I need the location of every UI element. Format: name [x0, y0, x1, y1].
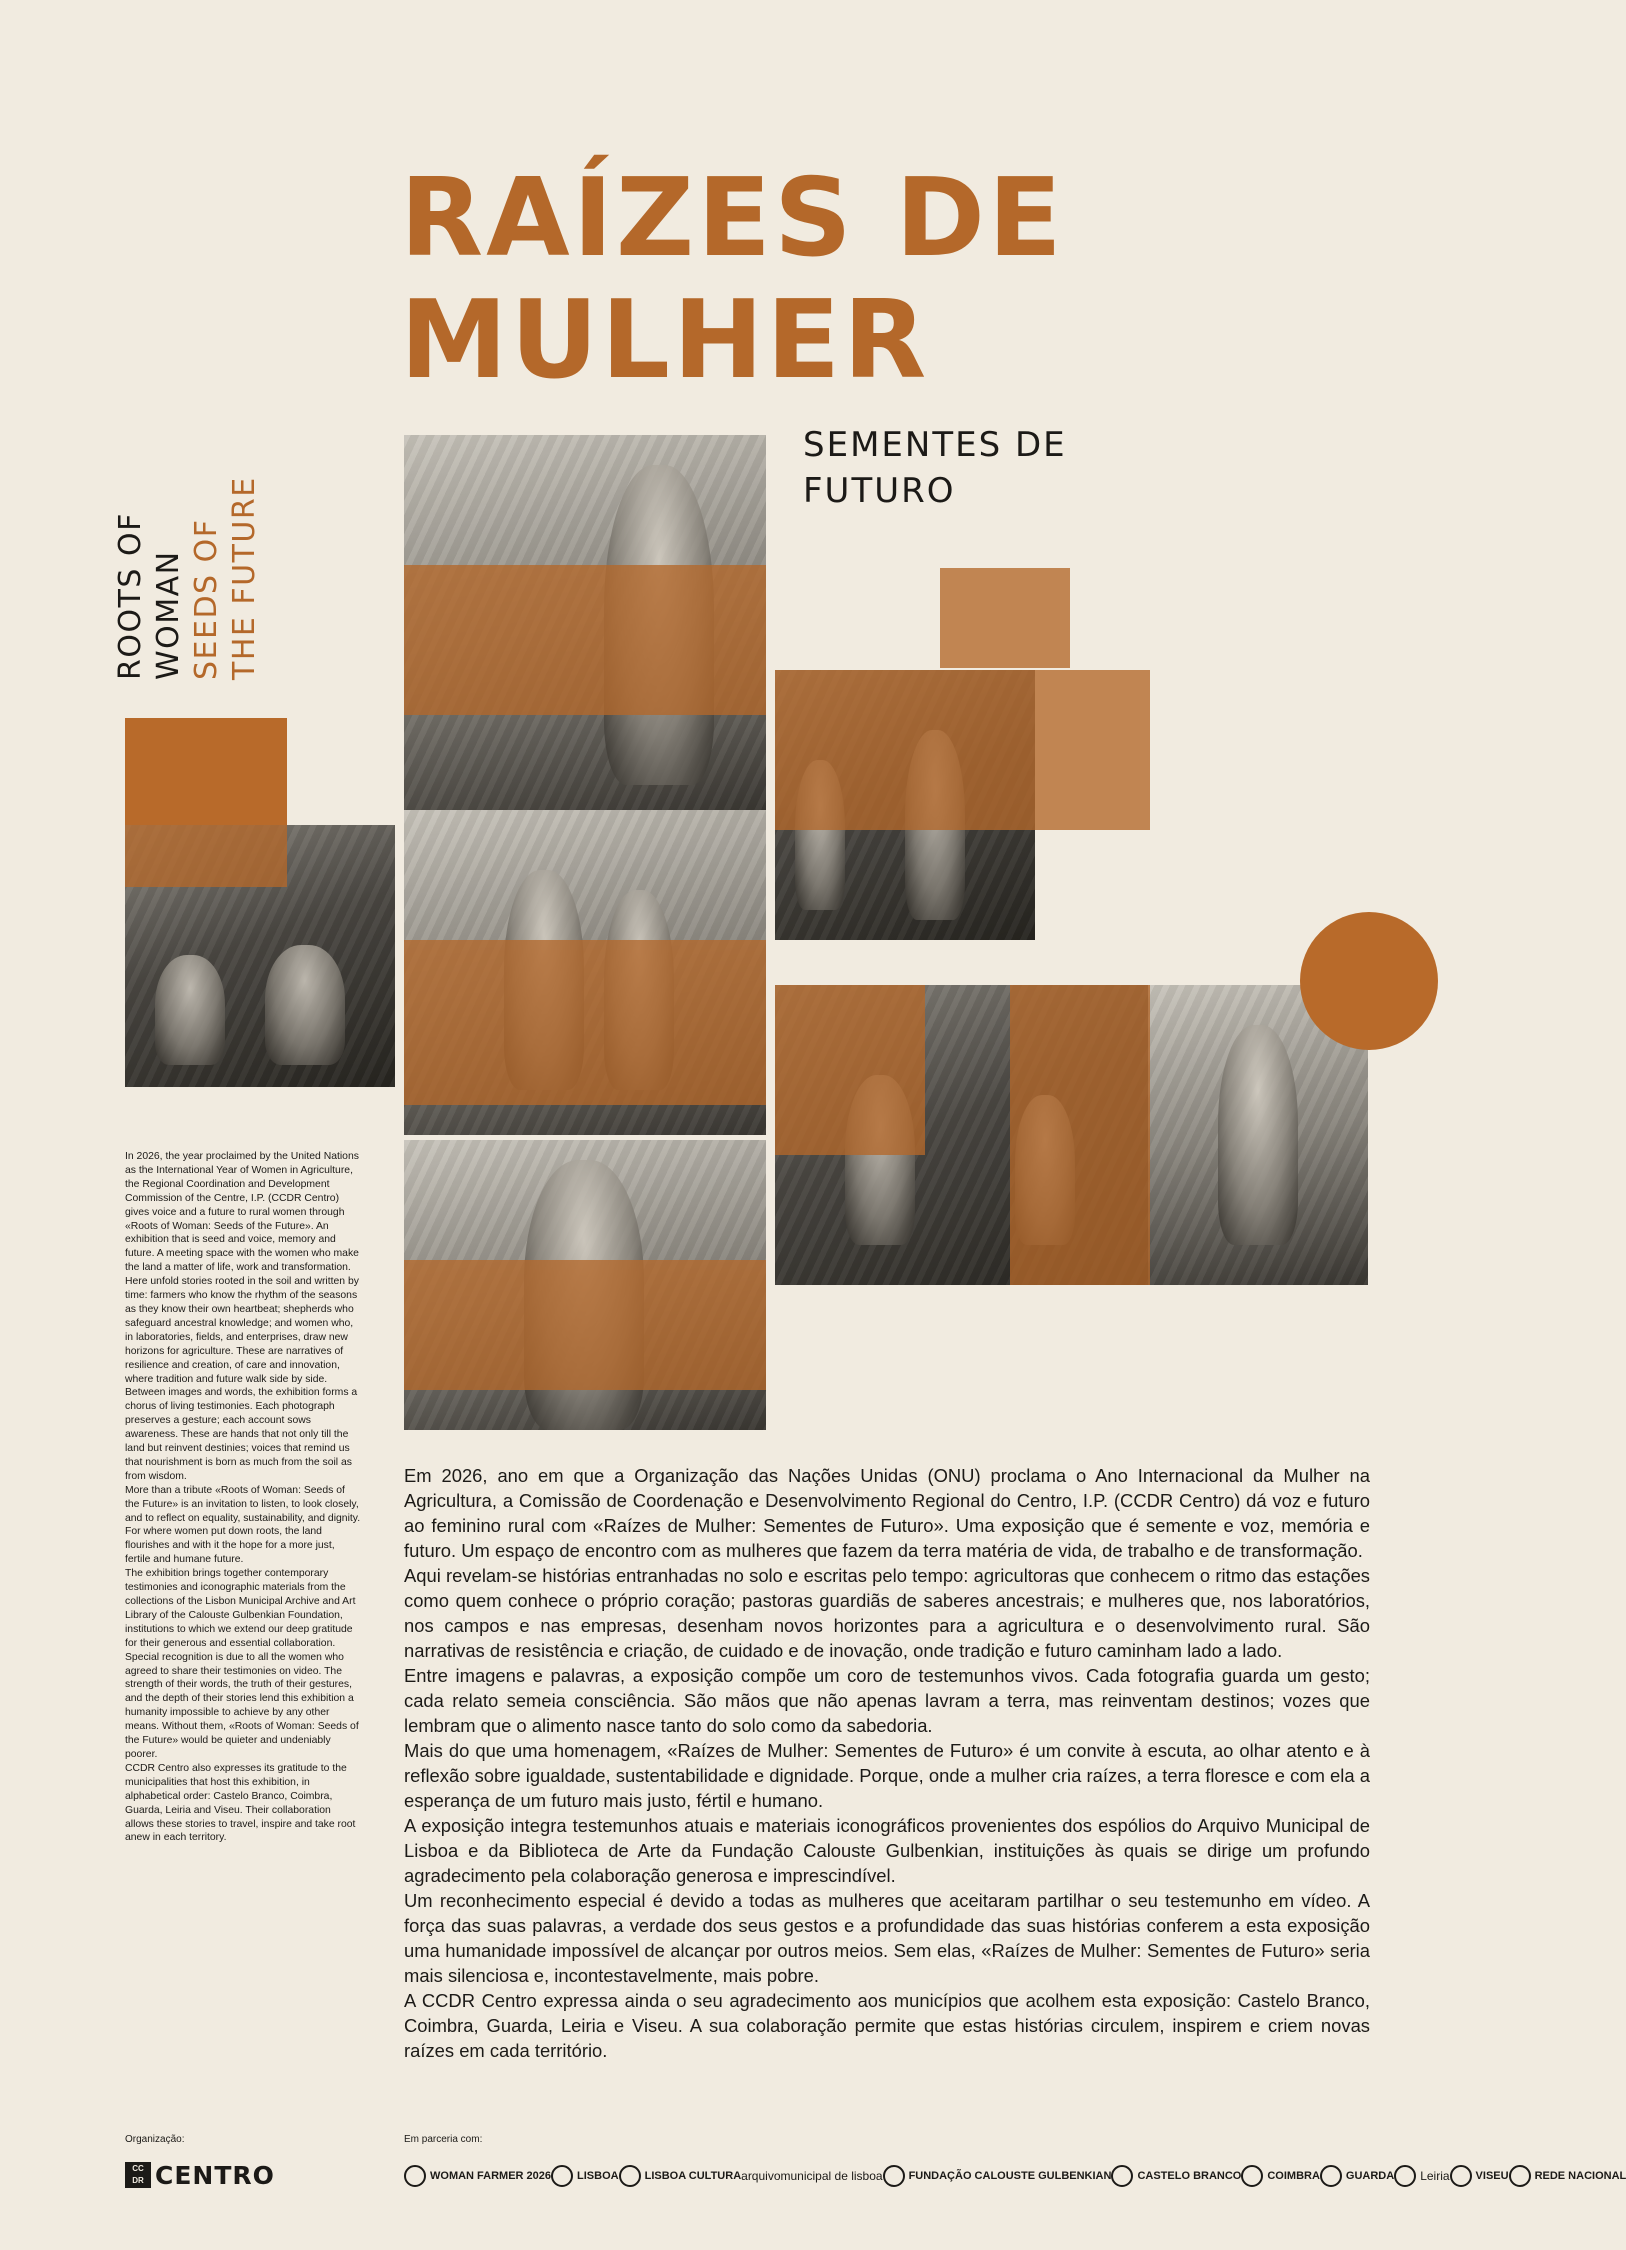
- orange-overlay-2: [775, 670, 1150, 830]
- orange-overlay-1: [404, 565, 766, 715]
- castelo-branco-icon: [1111, 2165, 1133, 2187]
- orange-circle: [1300, 912, 1438, 1050]
- portuguese-text-body: [404, 1463, 1370, 2063]
- partner-leiria: Leiria: [1394, 2165, 1449, 2187]
- partner-castelo-branco: CASTELO BRANCO: [1111, 2165, 1241, 2187]
- vertical-english-title: [112, 380, 352, 680]
- ccdr-mark-bottom: DR: [132, 2176, 144, 2185]
- guarda-crest-icon: [1320, 2165, 1342, 2187]
- lisboa-cultura-icon: [619, 2165, 641, 2187]
- partner-lisboa: LISBOA: [551, 2165, 619, 2187]
- english-paragraph-3: Between images and words, the exhibition forms a chorus of living testimonies. Each photograph preserves a gesture; each account sows awareness. These are hands that not only till the land but reinvent destinies; voices that remind us that nourishment is born as much from the soil as from wisdom.: [125, 1387, 358, 1482]
- partner-lisboa-cultura: LISBOA CULTURA: [619, 2165, 742, 2187]
- portuguese-paragraph-3: Entre imagens e palavras, a exposição compõe um coro de testemunhos vivos. Cada fotografia guarda um gesto; cada relato semeia consciência. São mãos que não apenas lavram a terra, mas reinventam destinos; vozes que lembram que o alimento nasce tanto do solo como da sabedoria.: [404, 1665, 1370, 1736]
- coimbra-crest-icon: [1241, 2165, 1263, 2187]
- centro-wordmark: CENTRO: [155, 2160, 275, 2190]
- subtitle-line-1: SEMENTES DE: [803, 425, 1067, 465]
- rede-nacional-icon: [1509, 2165, 1531, 2187]
- leiria-crest-icon: [1394, 2165, 1416, 2187]
- subtitle: [803, 422, 1163, 514]
- orange-overlay-4: [775, 985, 925, 1155]
- gulbenkian-icon: [883, 2165, 905, 2187]
- portuguese-paragraph-6: Um reconhecimento especial é devido a todas as mulheres que aceitaram partilhar o seu testemunho em vídeo. A força das suas palavras, a verdade dos seus gestos e a profundidade das suas histórias conferem a esta exposição uma humanidade impossível de alcançar por outros meios. Sem elas, «Raízes de Mulher: Sementes de Futuro» seria mais silenciosa e, incontestavelmente, mais pobre.: [404, 1890, 1370, 1986]
- portuguese-paragraph-5: A exposição integra testemunhos atuais e materiais iconográficos provenientes dos espólios do Arquivo Municipal de Lisboa e da Biblioteca de Arte da Fundação Calouste Gulbenkian, instituições às quais se dirige um profundo agradecimento pela colaboração generosa e imprescindível.: [404, 1815, 1370, 1886]
- english-paragraph-6: Special recognition is due to all the women who agreed to share their testimonies on video. The strength of their words, the truth of their gestures, and the depth of their stories lend this exhibition a humanity impossible to achieve by any other means. Without them, «Roots of Woman: Seeds of the Future» would be quieter and undeniably poorer.: [125, 1651, 359, 1760]
- subtitle-line-2: FUTURO: [803, 471, 956, 511]
- partner-viseu: VISEU: [1450, 2165, 1509, 2187]
- orange-overlay-peak: [940, 568, 1070, 668]
- organization-label: Organização:: [125, 2134, 185, 2145]
- orange-overlay-3: [404, 940, 766, 1105]
- english-paragraph-7: CCDR Centro also expresses its gratitude to the municipalities that host this exhibition, in alphabetical order: Castelo Branco, Coimbra, Guarda, Leiria and Viseu. Their collaboration allows these stories to travel, inspire and take root anew in each territory.: [125, 1762, 356, 1844]
- orange-block-left: [125, 718, 287, 830]
- orange-overlay-weavers: [125, 825, 287, 887]
- ccdr-mark: [125, 2162, 151, 2188]
- orange-overlay-6: [404, 1260, 766, 1390]
- partner-logos: [404, 2158, 1626, 2194]
- partner-rede-nacional: REDE NACIONAL: [1509, 2165, 1626, 2187]
- english-paragraph-1: In 2026, the year proclaimed by the United Nations as the International Year of Women in Agriculture, the Regional Coordination and Development Commission of the Centre, I.P. (CCDR Centro) gives voice and a future to rural women through «Roots of Woman: Seeds of the Future». An exhibition that is seed and voice, memory and future. A meeting space with the women who make the land a matter of life, work and transformation.: [125, 1151, 359, 1274]
- partner-gulbenkian: FUNDAÇÃO CALOUSTE GULBENKIAN: [883, 2165, 1112, 2187]
- partner-arquivo: arquivomunicipal de lisboa: [741, 2169, 883, 2183]
- english-paragraph-4: More than a tribute «Roots of Woman: Seeds of the Future» is an invitation to listen, to look closely, and to reflect on equality, sustainability, and dignity. For where women put down roots, the land flourishes and with it the hope for a more just, fertile and humane future.: [125, 1484, 361, 1566]
- english-paragraph-2: Here unfold stories rooted in the soil and written by time: farmers who know the rhythm of the seasons as they know their own heartbeat; shepherds who safeguard ancestral knowledge; and women who, in laboratories, fields, and enterprises, draw new horizons for agriculture. These are narratives of resilience and creation, of care and innovation, where tradition and future walk side by side.: [125, 1276, 359, 1385]
- partners-label: Em parceria com:: [404, 2134, 483, 2145]
- vertical-title-line-4: THE FUTURE: [227, 476, 262, 680]
- partner-guarda: GUARDA: [1320, 2165, 1394, 2187]
- vertical-title-line-1: ROOTS OF: [113, 512, 148, 680]
- portuguese-paragraph-2: Aqui revelam-se histórias entranhadas no solo e escritas pelo tempo: agricultoras que conhecem o ritmo das estações como quem conhece o próprio coração; pastoras guardiãs de saberes ancestrais; e mulheres que, nos laboratórios, nos campos e nas empresas, desenham novos horizontes para a agricultura e o desenvolvimento rural. São narrativas de resistência e criação, de cuidado e de inovação, onde tradição e futuro caminham lado a lado.: [404, 1565, 1370, 1661]
- orange-overlay-5: [1010, 985, 1150, 1285]
- english-text-column: [125, 1150, 361, 1845]
- lisboa-icon: [551, 2165, 573, 2187]
- main-title-line-2: MULHER: [400, 278, 930, 403]
- portuguese-paragraph-7: A CCDR Centro expressa ainda o seu agradecimento aos municípios que acolhem esta exposição: Castelo Branco, Coimbra, Guarda, Leiria e Viseu. A sua colaboração permite que estas histórias circulem, inspirem e criem novas raízes em cada território.: [404, 1990, 1370, 2061]
- partner-coimbra: COIMBRA: [1241, 2165, 1320, 2187]
- partner-woman-farmer: WOMAN FARMER 2026: [404, 2165, 551, 2187]
- portuguese-paragraph-1: Em 2026, ano em que a Organização das Nações Unidas (ONU) proclama o Ano Internacional da Mulher na Agricultura, a Comissão de Coordenação e Desenvolvimento Regional do Centro, I.P. (CCDR Centro) dá voz e futuro ao feminino rural com «Raízes de Mulher: Sementes de Futuro». Uma exposição que é semente e voz, memória e futuro. Um espaço de encontro com as mulheres que fazem da terra matéria de vida, de trabalho e de transformação.: [404, 1465, 1370, 1561]
- main-title: [400, 158, 1400, 402]
- main-title-line-1: RAÍZES DE: [400, 156, 1065, 281]
- woman-farmer-icon: [404, 2165, 426, 2187]
- english-paragraph-5: The exhibition brings together contemporary testimonies and iconographic materials from the collections of the Lisbon Municipal Archive and Art Library of the Calouste Gulbenkian Foundation, institutions to which we extend our deep gratitude for their generous and essential collaboration.: [125, 1568, 356, 1649]
- vertical-title-line-3: SEEDS OF: [189, 518, 224, 680]
- portuguese-paragraph-4: Mais do que uma homenagem, «Raízes de Mulher: Sementes de Futuro» é um convite à escuta, ao olhar atento e à reflexão sobre igualdade, sustentabilidade e dignidade. Porque, onde a mulher cria raízes, a terra floresce e com ela a esperança de um futuro mais justo, fértil e humano.: [404, 1740, 1370, 1811]
- viseu-crest-icon: [1450, 2165, 1472, 2187]
- ccdr-mark-top: CC: [132, 2164, 144, 2173]
- ccdr-centro-logo: [125, 2160, 275, 2190]
- vertical-title-line-2: WOMAN: [151, 550, 186, 680]
